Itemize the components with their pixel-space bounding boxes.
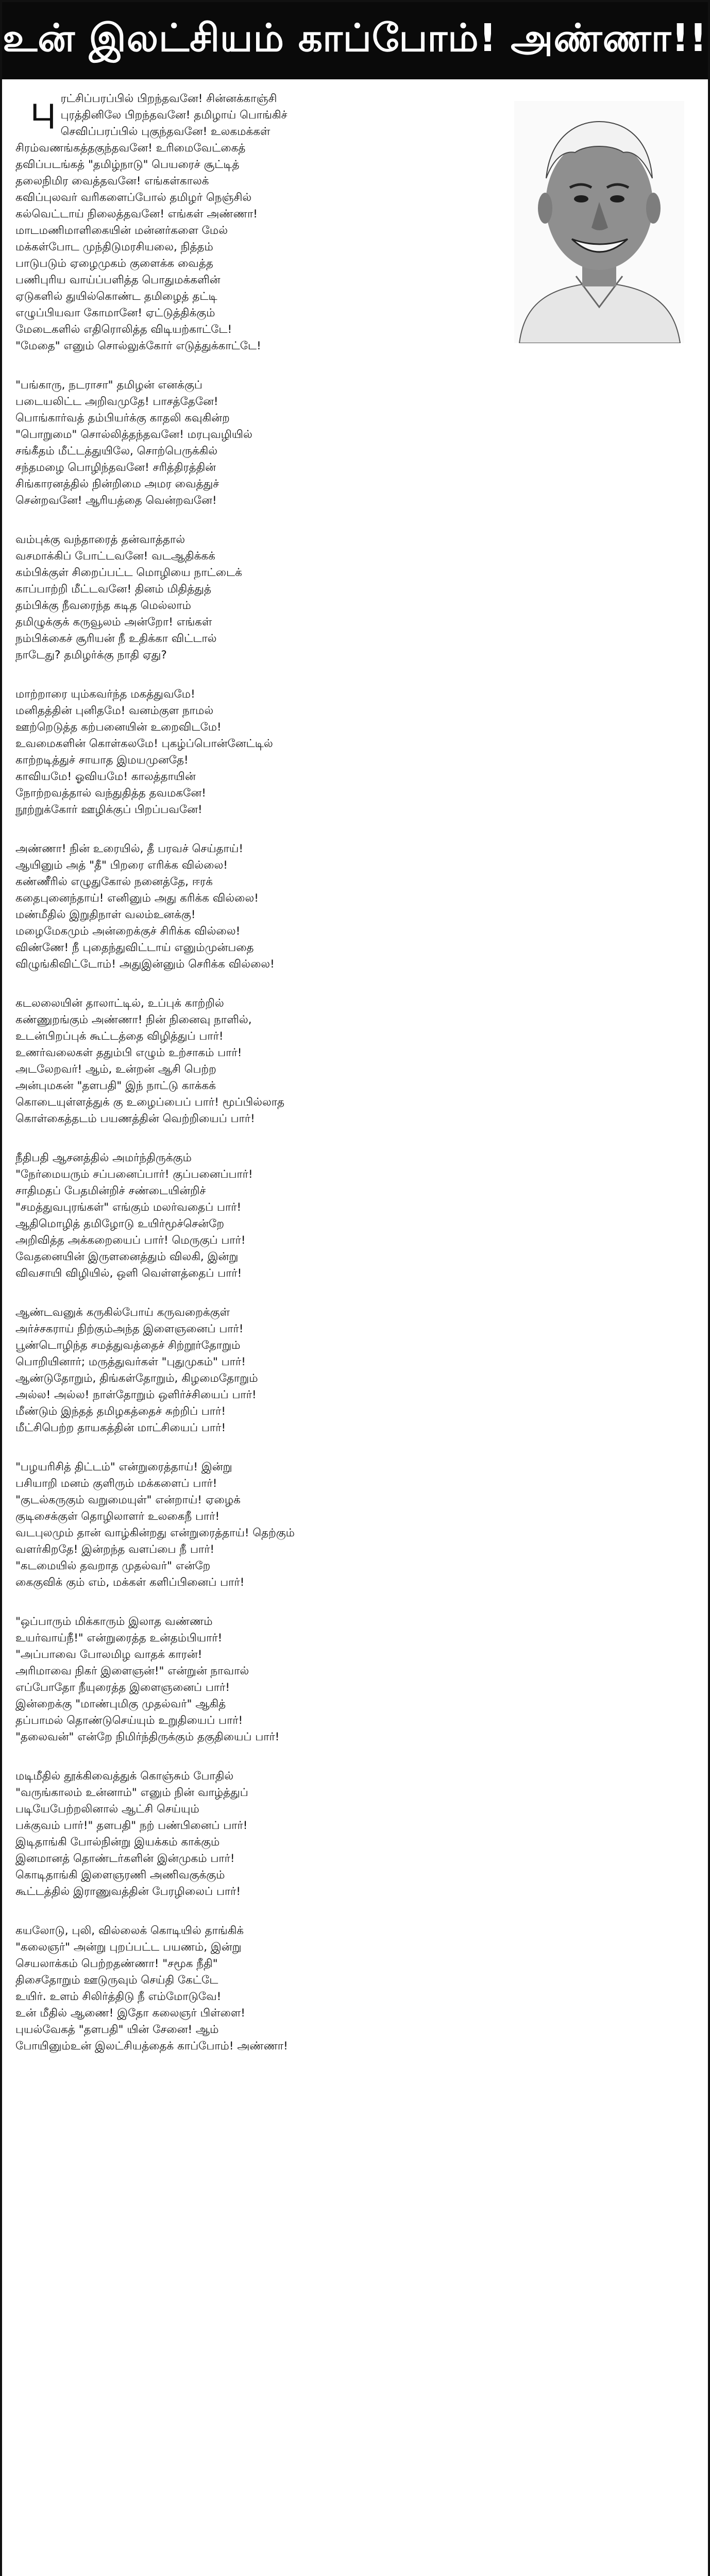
poem-line: அன்புமகன் "தளபதி" இந் நாட்டு காக்கக் xyxy=(15,1079,216,1092)
poem-line: ரட்சிப்பரப்பில் பிறந்தவனே! சின்னக்காஞ்சி xyxy=(60,92,277,105)
poem-line: "தலைவன்" என்றே நிமிர்ந்திருக்கும் தகுதியைப் பார்! xyxy=(15,1731,280,1743)
poem-line: "பழயரிசித் திட்டம்" என்றுரைத்தாய்! இன்று xyxy=(15,1461,232,1473)
poem-line: "அப்பாவை போலமிழ வாதக் காரன்! xyxy=(15,1648,202,1661)
poem-line: இடிதாங்கி போல்நின்று இயக்கம் காக்கும் xyxy=(15,1836,220,1849)
poem-line: புயல்வேகத் "தளபதி" யின் சேனை! ஆம் xyxy=(15,2023,219,2036)
poem-line: அறிவித்த அக்கறையைப் பார்! மெருகுப் பார்! xyxy=(15,1234,246,1247)
poem-line: வேதனையின் இருளனைத்தும் விலகி, இன்று xyxy=(15,1250,239,1263)
poem-line: கண்ணுறங்கும் அண்ணா! நின் நினைவு நாளில், xyxy=(15,1013,252,1026)
poem-line: சந்தமழை பொழிந்தவனே! சரித்திரத்தின் xyxy=(15,461,216,474)
poem-line: படையலிட்ட அறிவமுதே! பாசத்தேனே! xyxy=(15,395,218,408)
poem-line: இன்றைக்கு "மாண்புமிகு முதல்வர்" ஆகித் xyxy=(15,1698,226,1710)
poem-line: எப்போதோ நீயுரைத்த இளைஞனைப் பார்! xyxy=(15,1681,230,1694)
poem-body xyxy=(15,91,695,2077)
poem-stanza xyxy=(15,1923,695,2055)
poem-stanza xyxy=(15,1768,695,1900)
drop-cap: பு xyxy=(31,90,56,128)
poem-line: தப்பாமல் தொண்டுசெய்யும் உறுதியைப் பார்! xyxy=(15,1714,243,1727)
poem-line: மீண்டும் இந்தத் தமிழகத்தைச் சுற்றிப் பார்! xyxy=(15,1405,226,1418)
poem-line: ஆண்டவனுக் கருகில்போய் கருவறைக்குள் xyxy=(15,1306,230,1319)
poem-line: அல்ல! அல்ல! நாள்தோறும் ஒளிர்ச்சியைப் பார்! xyxy=(15,1388,257,1401)
poem-line: "கலைஞர்" அன்று புறப்பட்ட பயணம், இன்று xyxy=(15,1941,242,1954)
poem-line: பொறியினார்; மருத்துவர்கள் "புதுமுகம்" பார்! xyxy=(15,1355,246,1368)
poem-line: காவியமே! ஓவியமே! காலத்தாயின் xyxy=(15,770,196,783)
poem-line: செவிப்பரப்பில் புகுந்தவனே! உலகமக்கள் xyxy=(60,125,271,138)
poem-line: மக்கள்போட முந்திடுமரசியலை, நித்தம் xyxy=(15,241,213,253)
poem-line: தவிப்படங்கத் "தமிழ்நாடு" பெயரைச் சூட்டித் xyxy=(15,158,240,171)
poem-line: பசியாறி மனம் குளிரும் மக்களைப் பார்! xyxy=(15,1477,217,1490)
poem-line: "குடல்கருகும் வறுமையுள்" என்றாய்! ஏழைக் xyxy=(15,1494,241,1506)
poem-line: ஆண்டுதோறும், திங்கள்தோறும், கிழமைதோறும் xyxy=(15,1372,258,1385)
poem-line: உயிர். உளம் சிலிர்த்திடு நீ எம்மோடுவே! xyxy=(15,1990,222,2003)
poem-line: மேடைகளில் எதிரொலித்த விடியற்காட்டே! xyxy=(15,323,232,336)
poem-line: ஊற்றெடுத்த கற்பனையின் உறைவிடமே! xyxy=(15,721,222,734)
poem-line: வளர்கிறதே! இன்றந்த வளப்பை நீ பார்! xyxy=(15,1543,215,1556)
poem-line: வசமாக்கிப் போட்டவனே! வடஆதிக்கக் xyxy=(15,550,215,563)
poem-stanza xyxy=(15,532,695,664)
poem-line: மழைமேகமும் அன்றைக்குச் சிரிக்க வில்லை! xyxy=(15,925,241,938)
poem-line: உடன்பிறப்புக் கூட்டத்தை விழித்துப் பார்! xyxy=(15,1030,224,1043)
poem-line: உணர்வலைகள் ததும்பி எழும் உற்சாகம் பார்! xyxy=(15,1046,242,1059)
poem-line: "வருங்காலம் உன்னாம்" எனும் நின் வாழ்த்துப் xyxy=(15,1786,248,1799)
poem-line: நோற்றவத்தால் வந்துதித்த தவமகனே! xyxy=(15,787,206,800)
poem-line: "ஒப்பாரும் மிக்காரும் இலாத வண்ணம் xyxy=(15,1615,213,1628)
poem-line: கயலோடு, புலி, வில்லைக் கொடியில் தாங்கிக் xyxy=(15,1924,244,1937)
poem-stanza xyxy=(15,1614,695,1745)
poem-line: அர்ச்சகராய் நிற்கும்அந்த இளைஞனைப் பார்! xyxy=(15,1323,244,1335)
poem-line: கண்ணீரில் எழுதுகோல் நனைத்தே, ஈரக் xyxy=(15,875,213,888)
poem-line: பாடுபடும் ஏழைமுகம் குளைக்க வைத்த xyxy=(15,257,213,270)
poem-line: புரத்தினிலே பிறந்தவனே! தமிழாய் பொங்கிச் xyxy=(60,109,288,122)
poem-line: தமிழுக்குக் கருவூலம் அன்றோ! எங்கள் xyxy=(15,616,212,629)
poem-stanza xyxy=(15,1459,695,1591)
page-title: உன் இலட்சியம் காப்போம்! அண்ணா!! xyxy=(3,16,707,60)
poem-line: வம்புக்கு வந்தாரைத் தன்வாத்தால் xyxy=(15,533,185,546)
poem-line: ஏடுகளில் துயில்கொண்ட தமிழைத் தட்டி xyxy=(15,290,217,303)
poem-line: "நேர்மையரும் சப்பனைப்பார்! குப்பனைப்பார்! xyxy=(15,1168,253,1181)
poem-line: அடலேறவர்! ஆம், உன்றன் ஆசி பெற்ற xyxy=(15,1063,216,1076)
poem-line: குடிசைக்குள் தொழிலாளர் உலகைநீ பார்! xyxy=(15,1510,220,1523)
poem-line: சென்றவனே! ஆரியத்தை வென்றவனே! xyxy=(15,494,217,507)
poem-line: அண்ணா! நின் உரையில், தீ பரவச் செய்தாய்! xyxy=(15,842,243,855)
title-banner xyxy=(2,2,708,79)
poem-line: பக்குவம் பார்!" தளபதி" நற் பண்பினைப் பார்! xyxy=(15,1819,248,1832)
poem-line: கொள்கைத்தடம் பயணத்தின் வெற்றியைப் பார்! xyxy=(15,1112,255,1125)
poem-line: கம்பிக்குள் சிறைப்பட்ட மொழியை நாட்டைக் xyxy=(15,566,242,579)
poem-line: மனிதத்தின் புனிதமே! வனம்குள நாமல் xyxy=(15,704,214,717)
poem-line: நூற்றுக்கோர் ஊழிக்குப் பிறப்பவனே! xyxy=(15,803,202,816)
poem-line: நம்பிக்கைச் சூரியன் நீ உதிக்கா விட்டால் xyxy=(15,632,217,645)
poem-line: ஆதிமொழித் தமிழோடு உயிர்மூச்சென்றே xyxy=(15,1217,224,1230)
poem-line: கொடிதாங்கி இளைஞரணி அணிவகுக்கும் xyxy=(15,1869,225,1882)
poem-line: இனமானத் தொண்டர்களின் இன்முகம் பார்! xyxy=(15,1852,235,1865)
poem-line: மண்மீதில் இறுதிநாள் வலம்உனக்கு! xyxy=(15,908,196,921)
poem-line: கவிப்புலவர் வரிகளைப்போல் தமிழர் நெஞ்சில் xyxy=(15,191,252,204)
poem-line: திசைதோறும் ஊடுருவும் செய்தி கேட்டே xyxy=(15,1974,218,1987)
poem-stanza xyxy=(15,841,695,973)
poem-stanza xyxy=(15,1304,695,1436)
poem-line: காப்பாற்றி மீட்டவனே! தினம் மிதித்துத் xyxy=(15,583,211,596)
poem-line: மீட்சிபெற்ற தாயகத்தின் மாட்சியைப் பார்! xyxy=(15,1421,226,1434)
poem-line: கொடையுள்ளத்துக் கு உழைப்பைப் பார்! மூப்பில்லாத xyxy=(15,1096,285,1109)
poem-line: சிங்காரனத்தில் நின்றிமை அமர வைத்துச் xyxy=(15,478,219,490)
poem-stanza xyxy=(15,377,695,509)
poem-line: நாடேது? தமிழர்க்கு நாதி ஏது? xyxy=(15,649,167,662)
poem-line: பொங்கார்வத் தம்பியர்க்கு காதலி கவுகின்ற xyxy=(15,412,230,425)
poem-line: "மேதை" எனும் சொல்லுக்கோர் எடுத்துக்காட்டே! xyxy=(15,340,261,352)
poem-line: வடபுலமும் தான் வாழ்கின்றது என்றுரைத்தாய்! தெற்கும் xyxy=(15,1527,295,1539)
poem-line: உவமைகளின் கொள்கலமே! புகழ்ப்பொன்னேட்டில் xyxy=(15,737,273,750)
poem-stanza xyxy=(15,995,695,1127)
poem-line: கடலலையின் தாலாட்டில், உப்புக் காற்றில் xyxy=(15,997,224,1010)
poem-line: போயினும்உன் இலட்சியத்தைக் காப்போம்! அண்ணா! xyxy=(15,2040,288,2053)
poem-line: விண்ணே! நீ புதைந்துவிட்டாய் எனும்முன்பதை xyxy=(15,941,254,954)
poem-line: மடிமீதில் தூக்கிவைத்துக் கொஞ்சும் போதில் xyxy=(15,1770,234,1783)
poem-line: எழுப்பியவா கோமானே! ஏட்டுத்திக்கும் xyxy=(15,307,215,319)
poem-line: பணிபுரிய வாய்ப்பளித்த பொதுமக்களின் xyxy=(15,274,221,286)
poem-line: "பொறுமை" சொல்லித்தந்தவனே! மரபுவழியில் xyxy=(15,428,252,441)
poem-line: காற்றடித்துச் சாயாத இமயமுனதே! xyxy=(15,754,189,767)
poem-line: "சமத்துவபுரங்கள்" எங்கும் மலர்வதைப் பார்! xyxy=(15,1201,242,1214)
poem-line: படியேபேற்றலினால் ஆட்சி செய்யும் xyxy=(15,1803,199,1816)
poem-line: கைகுவிக் கும் எம், மக்கள் களிப்பினைப் பார்! xyxy=(15,1576,245,1589)
poem-stanza xyxy=(15,1150,695,1282)
poem-line: விவசாயி விழியில், ஒளி வெள்ளத்தைப் பார்! xyxy=(15,1267,242,1280)
poem-line: கூட்டத்தில் இராணுவத்தின் பேரழிலைப் பார்! xyxy=(15,1885,241,1898)
poem-line: தம்பிக்கு நீவரைந்த கடித மெல்லாம் xyxy=(15,599,191,612)
poem-line: சிரம்வணங்கத்தகுந்தவனே! உரிமைவேட்கைத் xyxy=(15,142,246,155)
poem-line: கல்வெட்டாய் நிலைத்தவனே! எங்கள் அண்ணா! xyxy=(15,208,258,221)
poem-line: மாற்றாரை யும்கவர்ந்த மகத்துவமே! xyxy=(15,688,195,701)
poem-line: உயர்வாய்நீ!" என்றுரைத்த உன்தம்பியார்! xyxy=(15,1632,223,1645)
poem-line: ஆயினும் அத் "தீ" பிறரை எரிக்க வில்லை! xyxy=(15,859,228,872)
poem-line: நீதிபதி ஆசனத்தில் அமர்ந்திருக்கும் xyxy=(15,1151,192,1164)
poem-line: அரிமாவை நிகர் இளைஞன்!" என்றுன் நாவால் xyxy=(15,1665,249,1677)
poem-line: செயலாக்கம் பெற்றதண்ணா! "சமூக நீதி" xyxy=(15,1957,218,1970)
poem-line: "கடமையில் தவறாத முதல்வர்" என்றே xyxy=(15,1560,211,1572)
poem-line: மாடமணிமாளிகையின் மன்னர்களை மேல் xyxy=(15,224,228,237)
poem-stanza xyxy=(15,91,695,354)
poem-line: உன் மீதில் ஆணை! இதோ கலைஞர் பிள்ளை! xyxy=(15,2007,245,2020)
poem-line: சங்கீதம் மீட்டத்துயிலே, சொற்பெருக்கில் xyxy=(15,445,218,457)
poem-stanza xyxy=(15,686,695,818)
poem-line: பூண்டொழிந்த சமத்துவத்தைச் சிற்றூர்தோறும் xyxy=(15,1339,241,1352)
poem-line: தலைநிமிர வைத்தவனே! எங்கள்காலக் xyxy=(15,175,209,188)
poem-line: சாதிமதப் பேதமின்றிச் சண்டையின்றிச் xyxy=(15,1184,206,1197)
poem-line: "பங்காரு, நடராசா" தமிழன் எனக்குப் xyxy=(15,379,202,392)
poem-line: கதைபுனைந்தாய்! எனினும் அது கரிக்க வில்லை! xyxy=(15,892,259,905)
poem-line: விழுங்கிவிட்டோம்! அதுஇன்னும் செரிக்க வில்லை! xyxy=(15,958,275,971)
